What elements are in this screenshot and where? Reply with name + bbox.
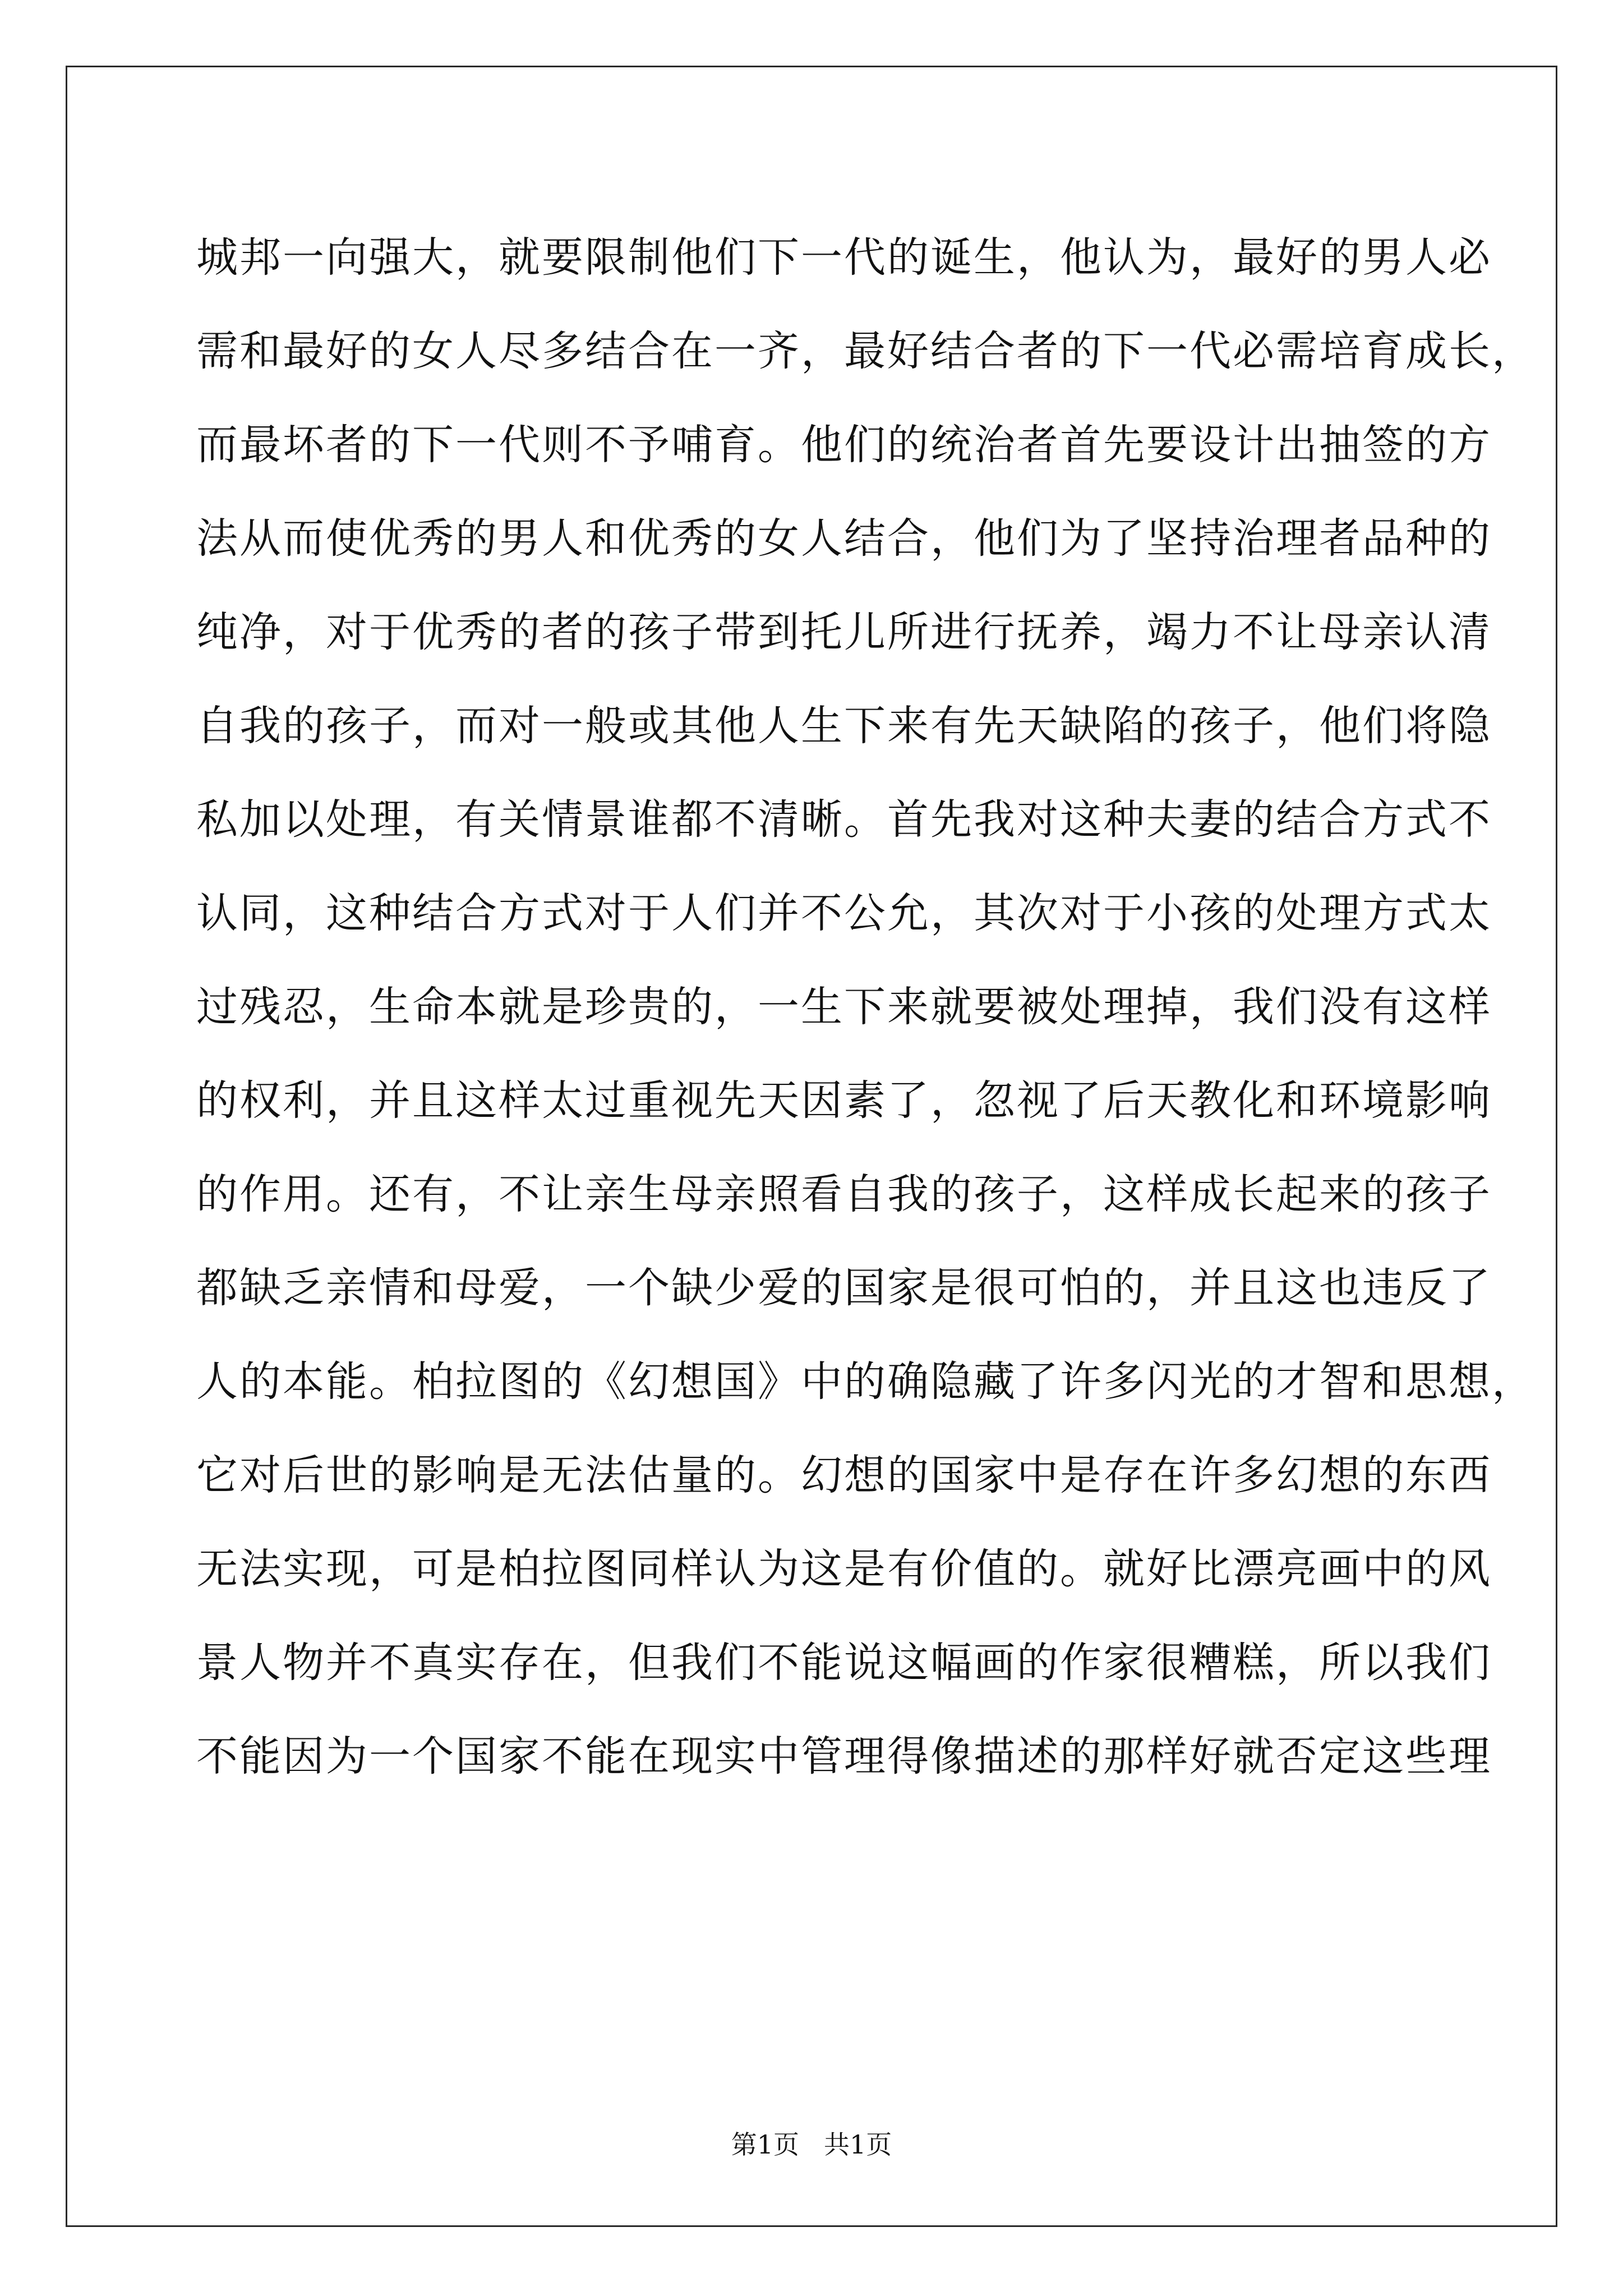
text-line-13: 人的本能。柏拉图的《幻想国》中的确隐藏了许多闪光的才智和思想， [196, 1358, 1535, 1406]
text-line-1: 城邦一向强大，就要限制他们下一代的诞生，他认为，最好的男人必 [196, 233, 1492, 282]
text-line-2: 需和最好的女人尽多结合在一齐，最好结合者的下一代必需培育成长， [196, 327, 1535, 375]
text-line-4: 法从而使优秀的男人和优秀的女人结合，他们为了坚持治理者品种的 [196, 514, 1492, 563]
page-number: 第1页 [731, 2129, 799, 2160]
page-footer [0, 2128, 1623, 2161]
text-line-3: 而最坏者的下一代则不予哺育。他们的统治者首先要设计出抽签的方 [196, 421, 1492, 469]
text-line-11: 的作用。还有，不让亲生母亲照看自我的孩子，这样成长起来的孩子 [196, 1170, 1492, 1218]
text-line-15: 无法实现，可是柏拉图同样认为这是有价值的。就好比漂亮画中的风 [196, 1545, 1492, 1593]
text-line-12: 都缺乏亲情和母爱，一个缺少爱的国家是很可怕的，并且这也违反了 [196, 1264, 1492, 1312]
body-text [196, 211, 1535, 1803]
text-line-6: 自我的孩子，而对一般或其他人生下来有先天缺陷的孩子，他们将隐 [196, 702, 1492, 750]
text-line-8: 认同，这种结合方式对于人们并不公允，其次对于小孩的处理方式太 [196, 889, 1492, 937]
text-line-9: 过残忍，生命本就是珍贵的，一生下来就要被处理掉，我们没有这样 [196, 983, 1492, 1031]
text-line-7: 私加以处理，有关情景谁都不清晰。首先我对这种夫妻的结合方式不 [196, 795, 1492, 844]
text-line-14: 它对后世的影响是无法估量的。幻想的国家中是存在许多幻想的东西 [196, 1451, 1492, 1499]
text-line-16: 景人物并不真实存在，但我们不能说这幅画的作家很糟糕，所以我们 [196, 1639, 1492, 1687]
text-line-10: 的权利，并且这样太过重视先天因素了，忽视了后天教化和环境影响 [196, 1076, 1492, 1125]
page-total: 共1页 [824, 2129, 892, 2160]
text-line-17: 不能因为一个国家不能在现实中管理得像描述的那样好就否定这些理 [196, 1732, 1492, 1780]
text-line-5: 纯净，对于优秀的者的孩子带到托儿所进行抚养，竭力不让母亲认清 [196, 608, 1492, 656]
